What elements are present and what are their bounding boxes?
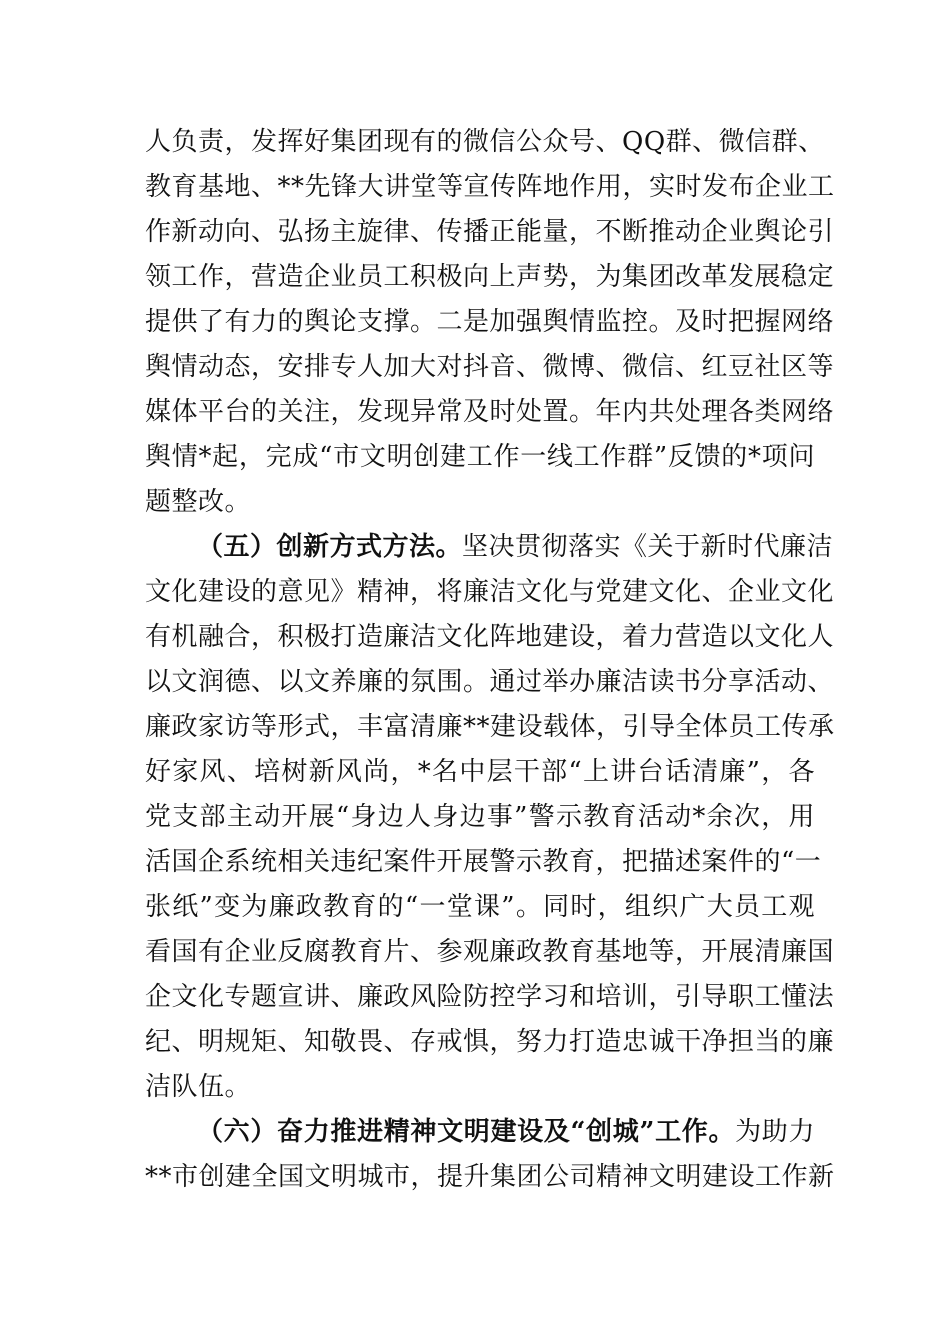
paragraph-line: **市创建全国文明城市，提升集团公司精神文明建设工作新 [145, 1162, 835, 1192]
paragraph-line: 活国企系统相关违纪案件开展警示教育，把描述案件的“一 [145, 847, 822, 877]
paragraph-line: 有机融合，积极打造廉洁文化阵地建设，着力营造以文化人 [145, 622, 835, 652]
section5-first-line-text: 坚决贯彻落实《关于新时代廉洁 [462, 532, 834, 562]
paragraph-line: 舆情*起，完成“市文明创建工作一线工作群”反馈的*项问 [145, 442, 815, 472]
section6-first-line-text: 为助力 [735, 1117, 815, 1147]
paragraph-line: 以文润德、以文养廉的氛围。通过举办廉洁读书分享活动、 [145, 667, 835, 697]
section5-heading: （五）创新方式方法。 [197, 532, 463, 562]
paragraph-line: 洁队伍。 [145, 1072, 252, 1102]
paragraph-line: 作新动向、弘扬主旋律、传播正能量，不断推动企业舆论引 [145, 217, 835, 247]
paragraph-line: 舆情动态，安排专人加大对抖音、微博、微信、红豆社区等 [145, 352, 835, 382]
paragraph-line: 纪、明规矩、知敬畏、存戒惧，努力打造忠诚干净担当的廉 [145, 1027, 835, 1057]
paragraph-line: 媒体平台的关注，发现异常及时处置。年内共处理各类网络 [145, 397, 835, 427]
paragraph-line: 看国有企业反腐教育片、参观廉政教育基地等，开展清廉国 [145, 937, 835, 967]
paragraph-line: 提供了有力的舆论支撑。二是加强舆情监控。及时把握网络 [145, 307, 835, 337]
section5-first-line [197, 527, 834, 567]
paragraph-line: 张纸”变为廉政教育的“一堂课”。同时，组织广大员工观 [145, 892, 815, 922]
paragraph-line: 教育基地、**先锋大讲堂等宣传阵地作用，实时发布企业工 [145, 172, 835, 202]
paragraph-line: 领工作，营造企业员工积极向上声势，为集团改革发展稳定 [145, 262, 835, 292]
paragraph-line: 廉政家访等形式，丰富清廉**建设载体，引导全体员工传承 [145, 712, 835, 742]
paragraph-line: 题整改。 [145, 487, 252, 517]
paragraph-line: 文化建设的意见》精神，将廉洁文化与党建文化、企业文化 [145, 577, 835, 607]
paragraph-line: 好家风、培树新风尚，*名中层干部“上讲台话清廉”，各 [145, 757, 815, 787]
paragraph-line: 党支部主动开展“身边人身边事”警示教育活动*余次，用 [145, 802, 815, 832]
section6-first-line [197, 1112, 815, 1152]
paragraph-line: 企文化专题宣讲、廉政风险防控学习和培训，引导职工懂法 [145, 982, 835, 1012]
section6-heading: （六）奋力推进精神文明建设及“创城”工作。 [197, 1117, 736, 1147]
paragraph-line: 人负责，发挥好集团现有的微信公众号、QQ群、微信群、 [145, 127, 825, 157]
